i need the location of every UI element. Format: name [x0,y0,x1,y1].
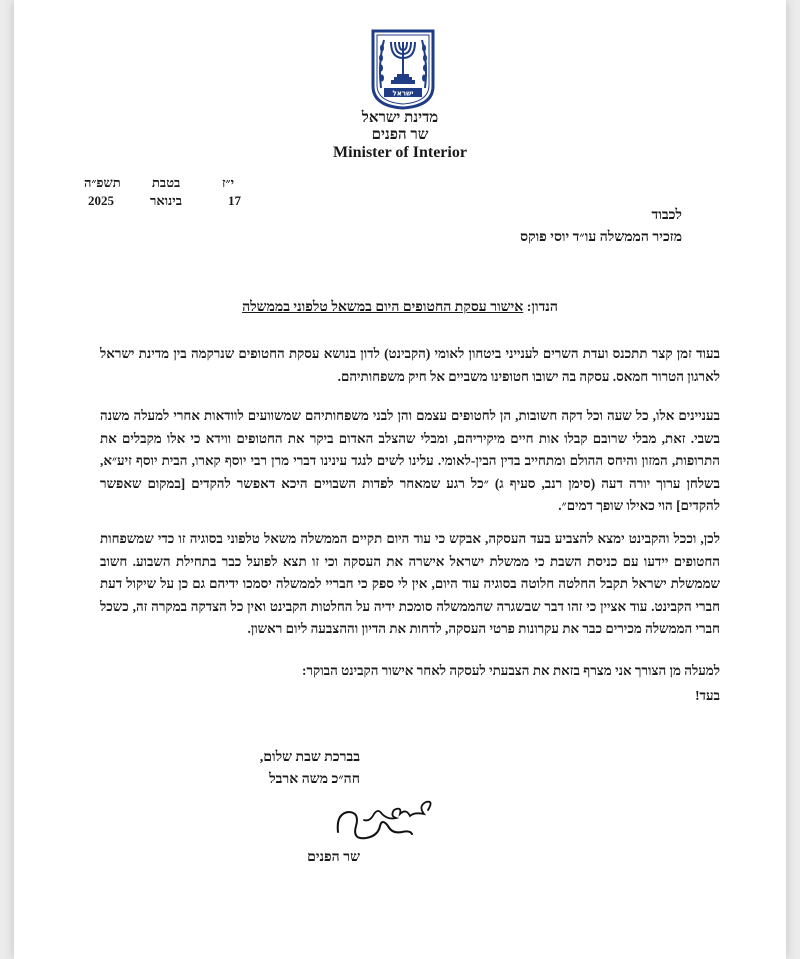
signer-title: שר הפנים [307,850,360,865]
ministry-name: שר הפנים [371,127,429,143]
hebrew-date-year: תשפ״ה [84,175,121,190]
hebrew-date-month: בטבת [152,175,181,190]
paragraph-4: למעלה מן הצורך אני מצרף בזאת את הצבעתי לעסקה לאחר אישור הקבינט הבוקר: [302,663,720,678]
salutation: לכבוד [651,208,682,223]
greg-date-year: 2025 [88,193,114,208]
signer-name: חה״כ משה ארבל [269,772,360,787]
recipient-name: מזכיר הממשלה עו״ד יוסי פוקס [520,230,682,245]
subject-prefix: הנדון: [526,300,558,315]
paragraph-2: בעניינים אלו, כל שעה וכל דקה חשובות, הן לחטופים עצמם והן לבני משפחותיהם שמשוועים לוודאות אחרי למעלה משנה בשבי. זאת, מבלי שרובם קבלו אות חיים מיקיריהם, ומבלי שהצלב האדום ביקר את החטופים ווידא כי אלו מקבלים את התרופות, המזון והיחס ההולם ומתחייב בדין הבין-לאומי. עלינו לשים לנגד עינינו דברי מרן רבי יוסף קארו, הבית יוסף זיע״א, בשלחן ערוך יורה דעה (סימן רנב, סעיף ג) ״כל רגע שמאחר לפדות השבויים היכא דאפשר להקדים [במקום שאפשר להקדים] הוי כאילו שופך דמים״. [100,408,720,513]
state-emblem-icon [370,28,436,110]
paragraph-1: בעוד זמן קצר תתכנס ועדת השרים לענייני ביטחון לאומי (הקבינט) לדון בנושא עסקת החטופים שנרקמה בין מדינת ישראל לארגון הטרור חמאס. עסקה בה ישובו חטופינו משביים אל חיק משפחותיהם. [100,346,720,384]
handwritten-signature [330,792,440,850]
paragraph-3: לכן, וככל והקבינט ימצא להצביע בעד העסקה, אבקש כי עוד היום תקיים הממשלה משאל טלפוני בסוגיה זו כדי שמשפחות החטופים יידעו עם כניסת השבת כי ממשלת ישראל אישרה את העסקה וכי זו תצא לפועל כבר בתחילת השבוע. חשוב שממשלת ישראל תקבל החלטה חלוטה בסוגיה עוד היום, אין לי ספק כי חבריי לממשלה יסמכו ידיהם גם כן על שיקול דעת חברי הקבינט. עוד אציין כי זהו דבר שבשגרה שהממשלה סומכת ידיה על החלטות הקבינט ואין כל הצדקה במקרה זה, כשכל חברי הממשלה מכירים כבר את עקרונות פרטי העסקה, לדחות את הדיון וההצבעה ליום ראשון. [100,531,720,636]
svg-text:ישראל: ישראל [392,89,414,98]
greg-date-day: 17 [228,193,241,208]
greg-date-month: בינואר [150,193,182,208]
closing-greeting: בברכת שבת שלום, [259,750,360,765]
subject-line [0,300,800,316]
hebrew-date-day: י״ז [222,175,234,190]
state-name: מדינת ישראל [361,110,439,126]
ministry-name-english: Minister of Interior [333,144,467,161]
subject-text: אישור עסקת החטופים היום במשאל טלפוני בממשלה [242,300,524,315]
paragraph-5: בעד! [695,688,720,703]
